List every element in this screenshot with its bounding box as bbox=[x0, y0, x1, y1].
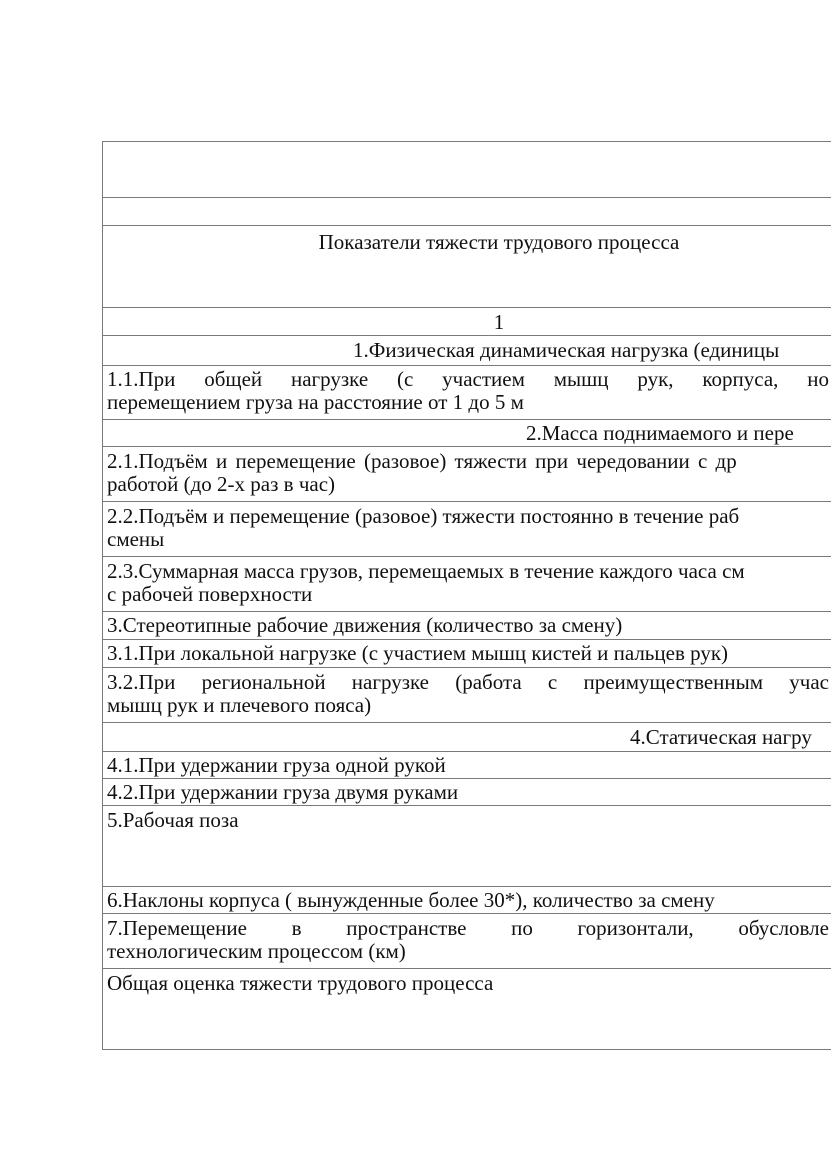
labor-severity-table bbox=[102, 141, 831, 1050]
section-3-title: 3.Стереотипные рабочие движения (количество за смену) bbox=[107, 613, 623, 637]
row-2-1 bbox=[103, 447, 831, 502]
row-4-1-text: 4.1.При удержании груза одной рукой bbox=[107, 753, 446, 777]
row-3-2 bbox=[103, 668, 831, 723]
column-number: 1 bbox=[493, 310, 505, 334]
section-2-title: 2.Масса поднимаемого и пере bbox=[526, 421, 794, 445]
row-2-3 bbox=[103, 557, 831, 612]
row-2-3-line-2: с рабочей поверхности bbox=[107, 582, 313, 606]
row-2-3-line-1: 2.3.Суммарная масса грузов, перемещаемых в течение каждого часа см bbox=[107, 559, 745, 583]
row-3-2-line-1: 3.2.При региональной нагрузке (работа с преимущественным учас bbox=[107, 670, 829, 694]
section-row-3 bbox=[103, 612, 831, 640]
section-5-title: 5.Рабочая поза bbox=[107, 808, 239, 832]
row-2-2 bbox=[103, 502, 831, 557]
labor-severity-table-viewport bbox=[102, 141, 831, 1050]
row-2-1-line-1: 2.1.Подъём и перемещение (разовое) тяжести при чередовании с др bbox=[107, 449, 737, 473]
section-row-7 bbox=[103, 914, 831, 969]
table-empty-header-row-1 bbox=[103, 142, 831, 198]
row-2-1-line-2: работой (до 2-х раз в час) bbox=[107, 472, 336, 496]
table-title: Показатели тяжести трудового процесса bbox=[318, 230, 680, 254]
section-row-4 bbox=[103, 723, 831, 752]
row-2-2-line-1: 2.2.Подъём и перемещение (разовое) тяжести постоянно в течение раб bbox=[107, 504, 740, 528]
section-row-1 bbox=[103, 336, 831, 366]
row-1-1-line-2: перемещением груза на расстояние от 1 до 5 м bbox=[107, 390, 524, 414]
column-number-row bbox=[103, 308, 831, 336]
row-1-1 bbox=[103, 366, 831, 420]
row-4-2-text: 4.2.При удержании груза двумя руками bbox=[107, 780, 459, 804]
table-empty-header-row-2 bbox=[103, 198, 831, 226]
section-4-title: 4.Статическая нагру bbox=[630, 725, 812, 749]
row-1-1-line-1: 1.1.При общей нагрузке (с участием мышц рук, корпуса, но bbox=[107, 367, 829, 391]
table-title-row bbox=[103, 226, 831, 308]
section-row-2 bbox=[103, 420, 831, 447]
row-2-2-line-2: смены bbox=[107, 527, 165, 551]
row-3-2-line-2: мышц рук и плечевого пояса) bbox=[107, 693, 372, 717]
section-7-line-1: 7.Перемещение в пространстве по горизонтали, обусловле bbox=[107, 916, 829, 940]
section-row-5 bbox=[103, 806, 831, 887]
section-7-line-2: технологическим процессом (км) bbox=[107, 939, 406, 963]
row-3-1 bbox=[103, 640, 831, 668]
row-3-1-text: 3.1.При локальной нагрузке (с участием мышц кистей и пальцев рук) bbox=[107, 641, 729, 665]
total-assessment-text: Общая оценка тяжести трудового процесса bbox=[107, 971, 494, 995]
section-6-title: 6.Наклоны корпуса ( вынужденные более 30*), количество за смену bbox=[107, 888, 715, 912]
total-assessment-row bbox=[103, 969, 831, 1050]
row-4-2 bbox=[103, 779, 831, 806]
section-1-title: 1.Физическая динамическая нагрузка (единицы bbox=[353, 338, 780, 362]
section-row-6 bbox=[103, 887, 831, 914]
row-4-1 bbox=[103, 752, 831, 779]
